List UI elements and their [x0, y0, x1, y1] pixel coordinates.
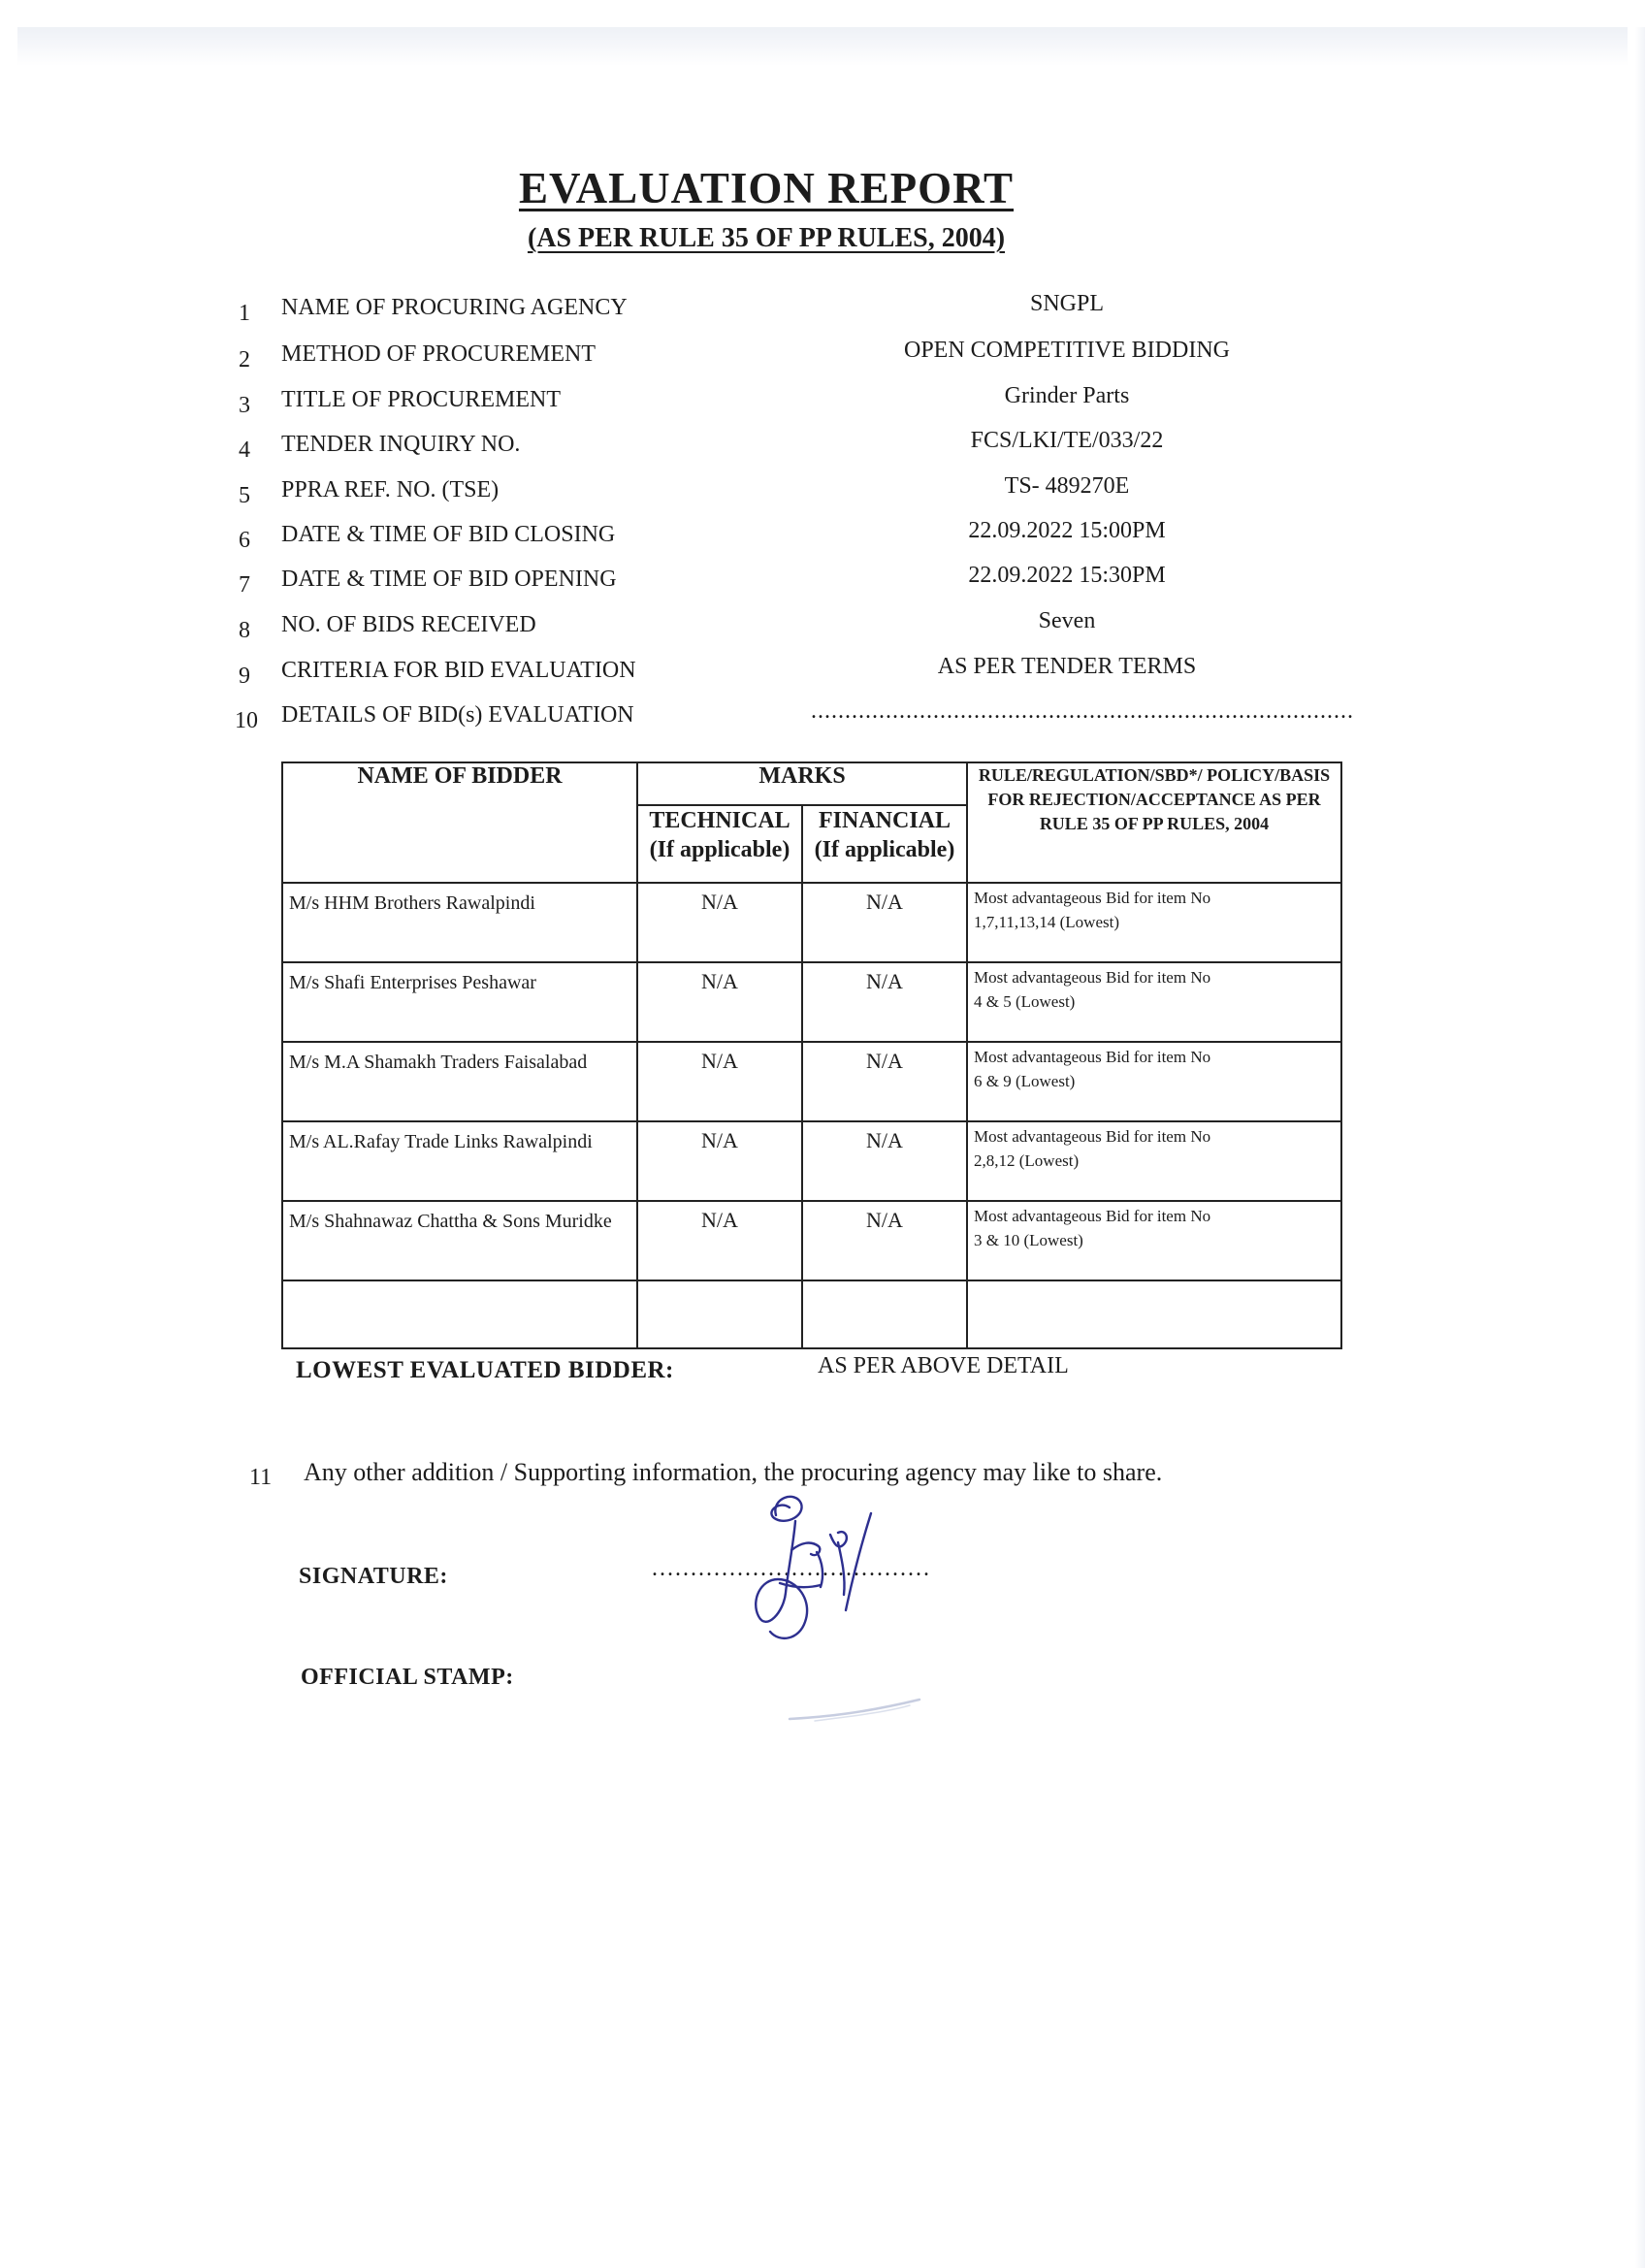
- basis-items: 4 & 5 (Lowest): [974, 992, 1076, 1011]
- basis-text: Most advantageous Bid for item No: [974, 968, 1211, 987]
- bidder-name: M/s HHM Brothers Rawalpindi: [282, 883, 637, 962]
- item-row-6: [0, 518, 1645, 563]
- basis-text: Most advantageous Bid for item No: [974, 889, 1211, 907]
- header-financial-label: FINANCIAL: [818, 808, 951, 833]
- item-value: 22.09.2022 15:30PM: [968, 563, 1166, 588]
- evaluation-basis: [967, 1121, 1341, 1201]
- table-header-row: [282, 762, 1341, 805]
- item-number: 2: [239, 347, 250, 373]
- financial-mark: N/A: [802, 883, 967, 962]
- header-technical-note: (If applicable): [649, 837, 790, 862]
- table-row-empty: [282, 1280, 1341, 1348]
- empty-cell: [637, 1280, 802, 1348]
- faint-stamp-mark: [786, 1688, 931, 1727]
- item-value: OPEN COMPETITIVE BIDDING: [904, 338, 1230, 363]
- item-label: PPRA REF. NO. (TSE): [281, 477, 500, 502]
- technical-mark: N/A: [637, 1121, 802, 1201]
- item-label: CRITERIA FOR BID EVALUATION: [281, 658, 636, 683]
- basis-items: 2,8,12 (Lowest): [974, 1151, 1080, 1170]
- item-number: 4: [239, 437, 250, 463]
- item-label: NO. OF BIDS RECEIVED: [281, 612, 536, 637]
- technical-mark: N/A: [637, 1042, 802, 1121]
- item-row-5: [0, 473, 1645, 518]
- technical-mark: N/A: [637, 1201, 802, 1280]
- note-text: Any other addition / Supporting information, the procuring agency may like to share.: [304, 1458, 1163, 1486]
- item-row-7: [0, 563, 1645, 607]
- bidder-name: M/s AL.Rafay Trade Links Rawalpindi: [282, 1121, 637, 1201]
- table-row: [282, 1121, 1341, 1201]
- table-row: [282, 1042, 1341, 1121]
- item-row-2: [0, 338, 1645, 382]
- bidder-name: M/s Shahnawaz Chattha & Sons Muridke: [282, 1201, 637, 1280]
- item-row-3: [0, 383, 1645, 428]
- lowest-bidder-value: AS PER ABOVE DETAIL: [818, 1353, 1069, 1378]
- header-technical-label: TECHNICAL: [649, 808, 790, 833]
- financial-mark: N/A: [802, 1042, 967, 1121]
- item-row-10: [0, 698, 1645, 743]
- header-marks: MARKS: [637, 762, 967, 805]
- scan-shadow-top: [17, 27, 1628, 66]
- handwritten-signature: [737, 1486, 912, 1651]
- item-label: DETAILS OF BID(s) EVALUATION: [281, 702, 634, 728]
- item-value: SNGPL: [1029, 291, 1105, 316]
- table-row: [282, 1201, 1341, 1280]
- financial-mark: N/A: [802, 962, 967, 1042]
- item-value: 22.09.2022 15:00PM: [968, 518, 1166, 543]
- report-title: EVALUATION REPORT: [518, 164, 1015, 212]
- technical-mark: N/A: [637, 883, 802, 962]
- signature-label: SIGNATURE:: [299, 1564, 448, 1589]
- item-label: TITLE OF PROCUREMENT: [281, 387, 561, 412]
- item-row-8: [0, 608, 1645, 653]
- item-value: TS- 489270E: [1004, 473, 1130, 499]
- empty-cell: [967, 1280, 1341, 1348]
- empty-cell: [802, 1280, 967, 1348]
- basis-items: 6 & 9 (Lowest): [974, 1072, 1076, 1090]
- official-stamp-label: OFFICIAL STAMP:: [301, 1665, 514, 1690]
- bidder-name: M/s M.A Shamakh Traders Faisalabad: [282, 1042, 637, 1121]
- technical-mark: N/A: [637, 962, 802, 1042]
- evaluation-basis: [967, 883, 1341, 962]
- financial-mark: N/A: [802, 1121, 967, 1201]
- bidder-name: M/s Shafi Enterprises Peshawar: [282, 962, 637, 1042]
- header-financial: [802, 805, 967, 883]
- item-number: 3: [239, 393, 250, 418]
- item-value: AS PER TENDER TERMS: [937, 654, 1197, 679]
- item-number: 6: [239, 528, 250, 553]
- item-value-dots: ................................................................................: [811, 698, 1354, 724]
- header-name-of-bidder: NAME OF BIDDER: [282, 762, 637, 883]
- item-number: 7: [239, 572, 250, 598]
- table-row: [282, 962, 1341, 1042]
- item-label: NAME OF PROCURING AGENCY: [281, 295, 628, 320]
- evaluation-basis: [967, 1201, 1341, 1280]
- header-technical: [637, 805, 802, 883]
- header-financial-note: (If applicable): [814, 837, 955, 862]
- item-number: 8: [239, 618, 250, 643]
- item-number: 10: [235, 708, 258, 733]
- lowest-bidder-label: LOWEST EVALUATED BIDDER:: [296, 1357, 674, 1383]
- basis-text: Most advantageous Bid for item No: [974, 1207, 1211, 1225]
- basis-items: 3 & 10 (Lowest): [974, 1231, 1083, 1249]
- item-row-9: [0, 654, 1645, 698]
- item-label: DATE & TIME OF BID CLOSING: [281, 522, 616, 547]
- signature-line: ....................................: [652, 1556, 931, 1581]
- report-subtitle: (AS PER RULE 35 OF PP RULES, 2004): [527, 223, 1006, 253]
- bid-evaluation-table: [281, 761, 1342, 1349]
- item-number: 9: [239, 664, 250, 689]
- item-label: METHOD OF PROCUREMENT: [281, 341, 597, 367]
- table-row: [282, 883, 1341, 962]
- financial-mark: N/A: [802, 1201, 967, 1280]
- item-number: 1: [239, 301, 250, 326]
- item-label: TENDER INQUIRY NO.: [281, 432, 521, 457]
- item-row-4: [0, 428, 1645, 472]
- item-label: DATE & TIME OF BID OPENING: [281, 567, 617, 592]
- item-value: Seven: [1038, 608, 1096, 633]
- note-number: 11: [249, 1465, 273, 1490]
- item-number: 5: [239, 483, 250, 508]
- basis-text: Most advantageous Bid for item No: [974, 1127, 1211, 1146]
- empty-cell: [282, 1280, 637, 1348]
- basis-text: Most advantageous Bid for item No: [974, 1048, 1211, 1066]
- header-rule-basis: RULE/REGULATION/SBD*/ POLICY/BASIS FOR REJECTION/ACCEPTANCE AS PER RULE 35 OF PP RULES, 2004: [967, 762, 1341, 883]
- evaluation-basis: [967, 962, 1341, 1042]
- basis-items: 1,7,11,13,14 (Lowest): [974, 913, 1119, 931]
- item-value: Grinder Parts: [1004, 383, 1130, 408]
- evaluation-basis: [967, 1042, 1341, 1121]
- item-row-1: [0, 291, 1645, 336]
- item-value: FCS/LKI/TE/033/22: [970, 428, 1164, 453]
